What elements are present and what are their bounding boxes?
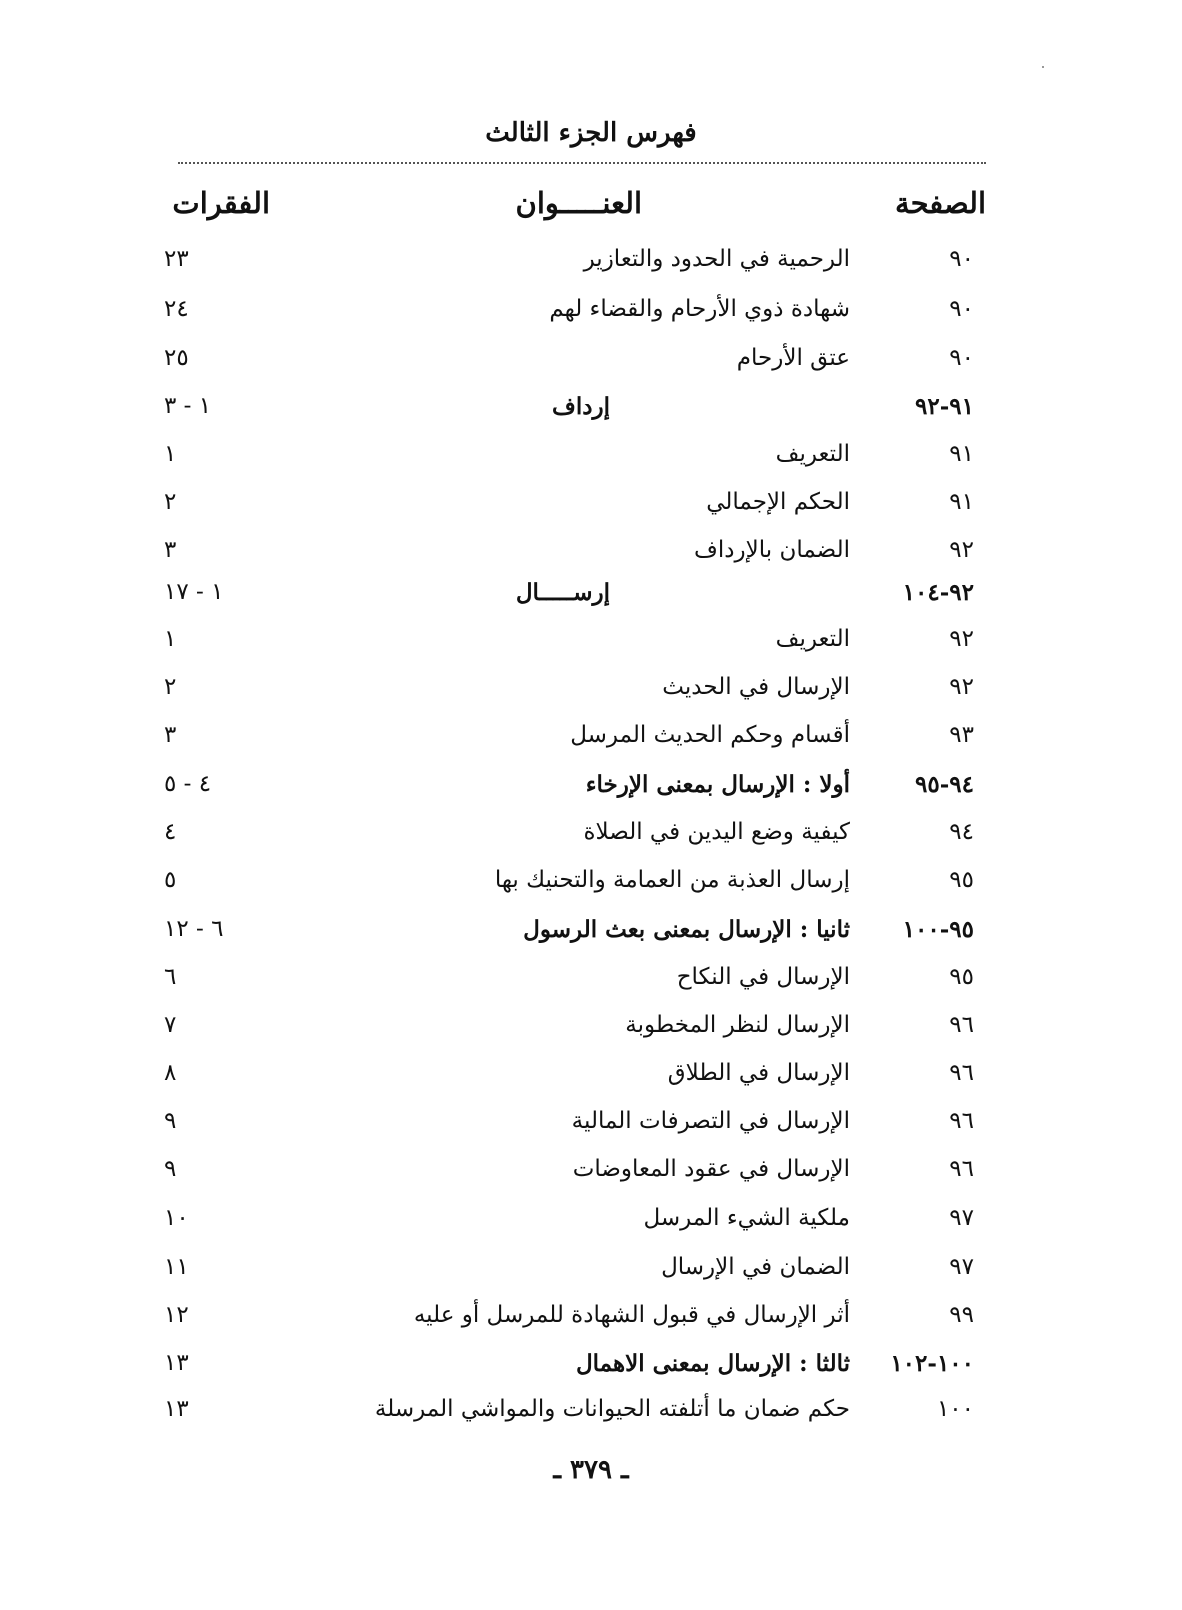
row-title: الإرسال في الحديث: [662, 674, 850, 700]
row-page: ٩٢: [949, 537, 974, 563]
row-title: الإرسال لنظر المخطوبة: [625, 1012, 850, 1038]
header-page: الصفحة: [895, 186, 986, 220]
header-paragraphs: الفقرات: [172, 186, 270, 220]
row-title: الإرسال في عقود المعاوضات: [572, 1156, 850, 1182]
row-title: الضمان بالإرداف: [694, 537, 850, 563]
row-paragraphs: ٢: [164, 489, 177, 515]
row-title: أثر الإرسال في قبول الشهادة للمرسل أو عليه: [413, 1302, 850, 1328]
row-page: ٩٠: [949, 246, 974, 272]
index-row: [0, 722, 1182, 762]
row-page: ٩١: [949, 489, 974, 515]
index-row: [0, 867, 1182, 907]
row-paragraphs: ١٣: [164, 1396, 189, 1422]
index-row: [0, 489, 1182, 529]
row-page: ٩٦: [949, 1012, 974, 1038]
row-title: أقسام وحكم الحديث المرسل: [570, 722, 850, 748]
row-title: إرداف: [552, 393, 610, 420]
header-title: العنـــــوان: [515, 186, 642, 220]
index-row: [0, 626, 1182, 666]
row-title: حكم ضمان ما أتلفته الحيوانات والمواشي المرسلة: [374, 1396, 850, 1422]
index-row: [0, 819, 1182, 859]
row-title: الإرسال في التصرفات المالية: [571, 1108, 850, 1134]
row-paragraphs: ١: [164, 626, 177, 652]
row-page: ٩٠: [949, 345, 974, 371]
running-title: فهرس الجزء الثالث: [485, 118, 697, 148]
row-paragraphs: ١: [164, 441, 177, 467]
index-row: [0, 1302, 1182, 1342]
row-title: عتق الأرحام: [736, 345, 850, 371]
row-title: الإرسال في الطلاق: [667, 1060, 850, 1086]
row-page: ٩١: [949, 441, 974, 467]
row-page: ٩٥: [949, 964, 974, 990]
row-paragraphs: ٤ - ٥: [164, 771, 212, 797]
index-row: [0, 1012, 1182, 1052]
row-paragraphs: ١٠: [164, 1205, 189, 1231]
row-paragraphs: ٥: [164, 867, 177, 893]
row-paragraphs: ٣: [164, 537, 177, 563]
index-row: [0, 441, 1182, 481]
row-paragraphs: ٩: [164, 1108, 177, 1134]
row-title: ثالثا : الإرسال بمعنى الاهمال: [575, 1350, 850, 1377]
row-paragraphs: ٧: [164, 1012, 177, 1038]
row-page: ٩٩: [949, 1302, 974, 1328]
row-paragraphs: ٢٤: [164, 296, 189, 322]
row-page: ٩٦: [949, 1108, 974, 1134]
index-row: [0, 674, 1182, 714]
row-title: التعريف: [775, 441, 850, 467]
row-title: ثانيا : الإرسال بمعنى بعث الرسول: [523, 916, 850, 943]
row-title: الحكم الإجمالي: [706, 489, 850, 515]
row-paragraphs: ٢: [164, 674, 177, 700]
row-page: ٩٢-١٠٤: [902, 579, 974, 606]
row-page: ٩٠: [949, 296, 974, 322]
row-title: ملكية الشيء المرسل: [643, 1205, 850, 1231]
row-paragraphs: ٦ - ١٢: [164, 916, 224, 942]
row-page: ١٠٠-١٠٢: [890, 1350, 974, 1377]
row-paragraphs: ٩: [164, 1156, 177, 1182]
row-page: ١٠٠: [936, 1396, 974, 1422]
index-row: [0, 1156, 1182, 1196]
row-title: الرحمية في الحدود والتعازير: [583, 246, 850, 272]
row-paragraphs: ٣: [164, 722, 177, 748]
row-paragraphs: ٢٣: [164, 246, 189, 272]
index-row: [0, 345, 1182, 385]
row-page: ٩٣: [949, 722, 974, 748]
row-page: ٩١-٩٢: [915, 393, 974, 420]
index-row: [0, 1108, 1182, 1148]
row-paragraphs: ٤: [164, 819, 177, 845]
row-page: ٩٧: [949, 1254, 974, 1280]
row-paragraphs: ٦: [164, 964, 177, 990]
index-row: [0, 537, 1182, 577]
row-title: كيفية وضع اليدين في الصلاة: [583, 819, 850, 845]
row-page: ٩٦: [949, 1156, 974, 1182]
index-row: [0, 393, 1182, 433]
row-title: شهادة ذوي الأرحام والقضاء لهم: [549, 296, 850, 322]
row-title: إرســـــال: [515, 579, 610, 606]
row-page: ٩٧: [949, 1205, 974, 1231]
index-row: [0, 1205, 1182, 1245]
row-paragraphs: ١ - ٣: [164, 393, 212, 419]
index-row: [0, 964, 1182, 1004]
index-row: [0, 1350, 1182, 1390]
index-row: [0, 1254, 1182, 1294]
index-row: [0, 579, 1182, 619]
row-title: إرسال العذبة من العمامة والتحنيك بها: [494, 867, 850, 893]
row-page: ٩٥-١٠٠: [902, 916, 974, 943]
row-page: ٩٤-٩٥: [915, 771, 974, 798]
row-page: ٩٢: [949, 626, 974, 652]
row-title: أولا : الإرسال بمعنى الإرخاء: [585, 771, 850, 798]
row-title: الإرسال في النكاح: [676, 964, 850, 990]
index-row: [0, 1060, 1182, 1100]
row-paragraphs: ٨: [164, 1060, 177, 1086]
index-row: [0, 1396, 1182, 1436]
index-row: [0, 246, 1182, 286]
row-paragraphs: ١٣: [164, 1350, 189, 1376]
index-row: [0, 771, 1182, 811]
row-paragraphs: ٢٥: [164, 345, 189, 371]
row-page: ٩٥: [949, 867, 974, 893]
row-paragraphs: ١١: [164, 1254, 189, 1280]
row-paragraphs: ١ - ١٧: [164, 579, 224, 605]
index-row: [0, 296, 1182, 336]
index-row: [0, 916, 1182, 956]
page-number: ـ ٣٧٩ ـ: [553, 1455, 629, 1485]
row-paragraphs: ١٢: [164, 1302, 189, 1328]
row-page: ٩٦: [949, 1060, 974, 1086]
row-page: ٩٤: [949, 819, 974, 845]
row-title: الضمان في الإرسال: [661, 1254, 850, 1280]
row-title: التعريف: [775, 626, 850, 652]
row-page: ٩٢: [949, 674, 974, 700]
